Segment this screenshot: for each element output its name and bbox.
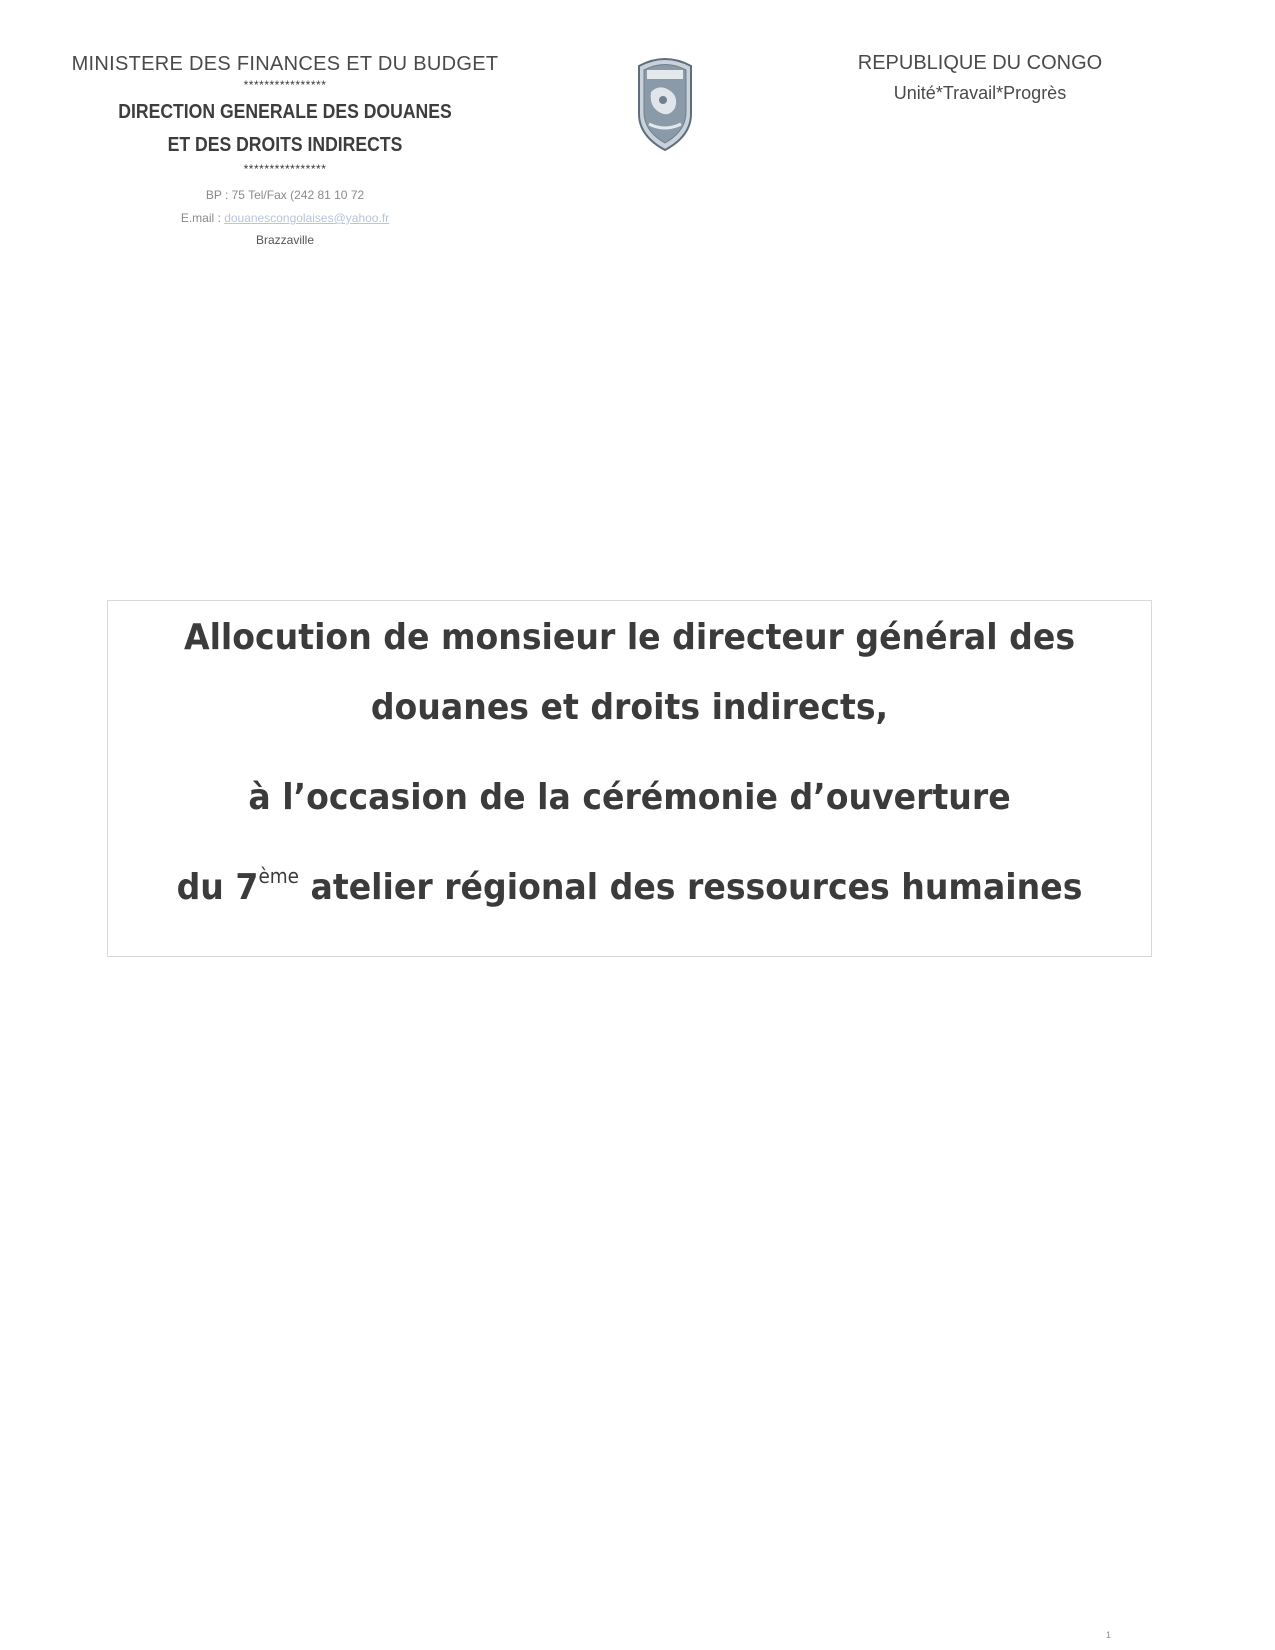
title-line-4 [150, 864, 1110, 908]
letterhead-right [820, 48, 1140, 108]
ordinal-superscript: ème [258, 864, 300, 888]
national-motto: Unité*Travail*Progrès [893, 83, 1067, 103]
contact-line: BP : 75 Tel/Fax (242 81 10 72 [205, 188, 365, 202]
email-link[interactable]: douanescongolaises@yahoo.fr [224, 211, 390, 225]
separator-stars: **************** [243, 78, 327, 92]
email-line [60, 207, 510, 230]
email-label: E.mail : [180, 211, 225, 225]
title-line-4-suffix: atelier régional des ressources humaines [299, 867, 1083, 908]
customs-emblem-icon [633, 52, 697, 152]
title-line-3: à l’occasion de la cérémonie d’ouverture [248, 777, 1011, 818]
separator-stars: **************** [243, 162, 327, 176]
title-line-4-prefix: du 7 [176, 867, 259, 908]
ministry-name: MINISTERE DES FINANCES ET DU BUDGET [71, 53, 499, 75]
page-number: 1 [1106, 1630, 1112, 1640]
direction-line-2: ET DES DROITS INDIRECTS [167, 134, 403, 156]
city: Brazzaville [255, 233, 315, 247]
direction-line-1: DIRECTION GENERALE DES DOUANES [118, 101, 452, 123]
title-line-2: douanes et droits indirects, [370, 687, 889, 728]
title-line-1: Allocution de monsieur le directeur général des [183, 617, 1076, 658]
republic-name: REPUBLIQUE DU CONGO [857, 52, 1103, 74]
speech-title-box [107, 600, 1152, 957]
letterhead-left [60, 50, 510, 250]
